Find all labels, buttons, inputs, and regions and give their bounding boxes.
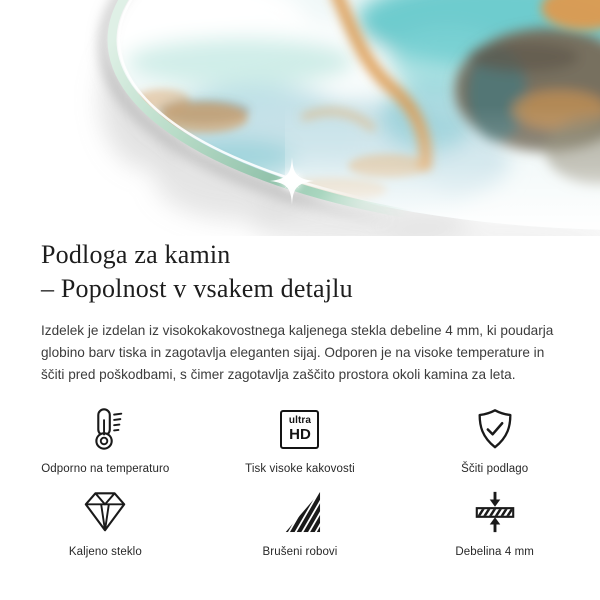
page-title	[41, 238, 559, 307]
page-title-line2: – Popolnost v vsakem detajlu	[41, 274, 353, 304]
feature-print-quality	[203, 406, 398, 475]
glass-panel-graphic	[0, 0, 600, 236]
shield-check-icon	[472, 406, 518, 452]
feature-label: Brušeni robovi	[262, 546, 338, 559]
beveled-edges-icon	[277, 489, 323, 535]
ultra-hd-badge-top: ultra	[288, 415, 312, 427]
page-title-line1: Podloga za kamin	[41, 240, 231, 269]
features-grid	[8, 406, 592, 558]
feature-label: Odporno na temperaturo	[41, 463, 170, 476]
diamond-icon	[82, 489, 128, 535]
feature-label: Debelina 4 mm	[455, 546, 534, 559]
product-description: Izdelek je izdelan iz visokokakovostnega kaljenega stekla debeline 4 mm, ki poudarja globino barv tiska in zagotavlja eleganten sijaj. Odporen je na visoke temperature in ščiti pred poškodbami, s čimer zagotavlja zaščito prostora okoli kamina za leta.	[41, 322, 554, 382]
ultra-hd-icon	[280, 410, 319, 449]
feature-protects-surface	[397, 406, 592, 475]
product-hero-image	[0, 0, 600, 236]
feature-label: Ščiti podlago	[461, 463, 529, 476]
feature-tempered-glass	[8, 489, 203, 558]
thickness-icon	[472, 489, 518, 535]
feature-polished-edges	[203, 489, 398, 558]
feature-temperature	[8, 406, 203, 475]
thermometer-icon	[82, 406, 128, 452]
feature-label: Tisk visoke kakovosti	[245, 463, 355, 476]
ultra-hd-badge-bottom: HD	[289, 426, 311, 444]
feature-thickness	[397, 489, 592, 558]
feature-label: Kaljeno steklo	[68, 546, 142, 559]
